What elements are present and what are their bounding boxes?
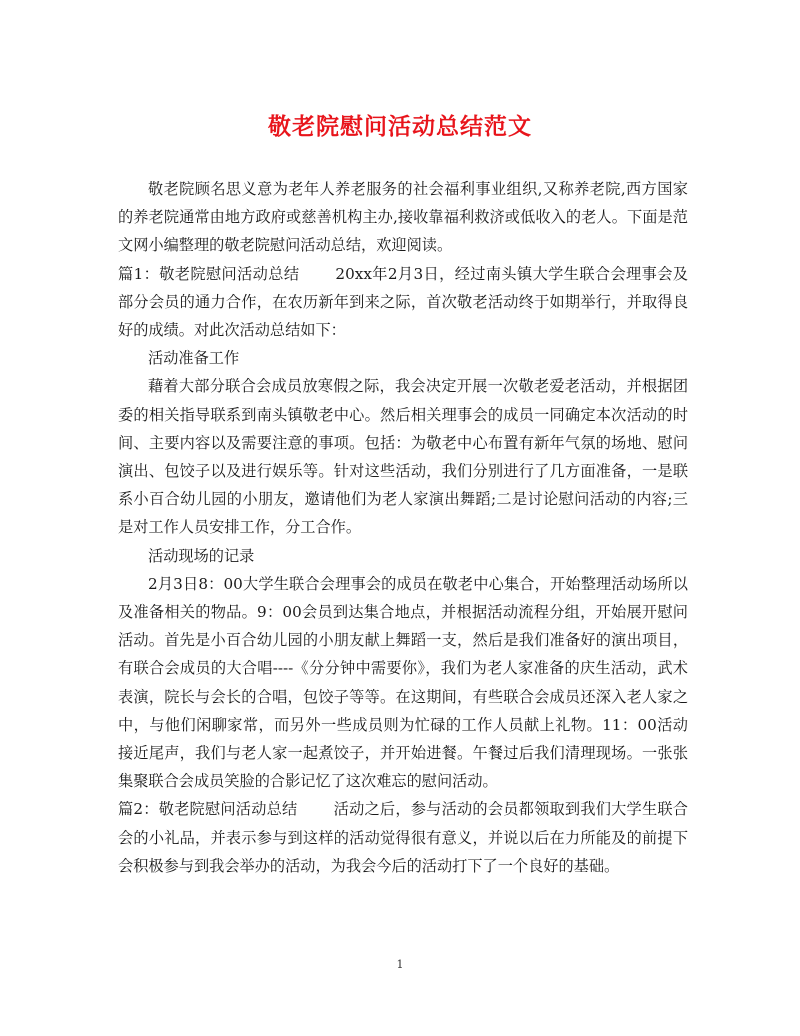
document-title: 敬老院慰问活动总结范文: [268, 113, 532, 140]
section1-paragraph: 藉着大部分联合会成员放寒假之际，我会决定开展一次敬老爱老活动，并根据团委的相关指导联系到南头镇敬老中心。然后相关理事会的成员一同确定本次活动的时间、主要内容以及需要注意的事项。包括：为敬老中心布置有新年气氛的场地、慰问演出、包饺子以及进行娱乐等。针对这些活动，我们分别进行了几方面准备，一是联系小百合幼儿园的小朋友，邀请他们为老人家演出舞蹈;二是讨论慰问活动的内容;三是对工作人员安排工作，分工合作。: [118, 377, 688, 537]
part2-heading: 篇2：敬老院慰问活动总结: [118, 800, 298, 819]
page-number: 1: [396, 958, 404, 971]
part1-heading: 篇1：敬老院慰问活动总结: [118, 264, 300, 283]
section1-heading: 活动准备工作: [148, 349, 240, 368]
section2-paragraph: 2月3日8：00大学生联合会理事会的成员在敬老中心集合，开始整理活动场所以及准备相关的物品。9：00会员到达集合地点，并根据活动流程分组，开始展开慰问活动。首先是小百合幼儿园的小朋友献上舞蹈一支，然后是我们准备好的演出项目，有联合会成员的大合唱----《分分钟中需要你》，我们为老人家准备的庆生活动，武术表演，院长与会长的合唱，包饺子等等。在这期间，有些联合会成员还深入老人家之中，与他们闲聊家常，而另外一些成员则为忙碌的工作人员献上礼物。11：00活动接近尾声，我们与老人家一起煮饺子，并开始进餐。午餐过后我们清理现场。一张张集聚联合会成员笑脸的合影记忆了这次难忘的慰问活动。: [118, 574, 688, 791]
part2-text: 活动之后，参与活动的会员都领取到我们大学生联合会的小礼品，并表示参与到这样的活动觉得很有意义，并说以后在力所能及的前提下会积极参与到我会举办的活动，为我会今后的活动打下了一个良好的基础。: [118, 800, 688, 875]
section2-heading: 活动现场的记录: [148, 546, 255, 565]
part2-paragraph: [118, 795, 688, 880]
intro-paragraph: 敬老院顾名思义意为老年人养老服务的社会福利事业组织,又称养老院,西方国家的养老院通常由地方政府或慈善机构主办,接收靠福利救济或低收入的老人。下面是范文网小编整理的敬老院慰问活动总结，欢迎阅读。: [118, 180, 688, 255]
part1-paragraph: [118, 260, 688, 345]
part1-text: 20xx年2月3日，经过南头镇大学生联合会理事会及部分会员的通力合作，在农历新年到来之际，首次敬老活动终于如期举行，并取得良好的成绩。对此次活动总结如下：: [118, 264, 688, 340]
document-body: [118, 175, 688, 880]
